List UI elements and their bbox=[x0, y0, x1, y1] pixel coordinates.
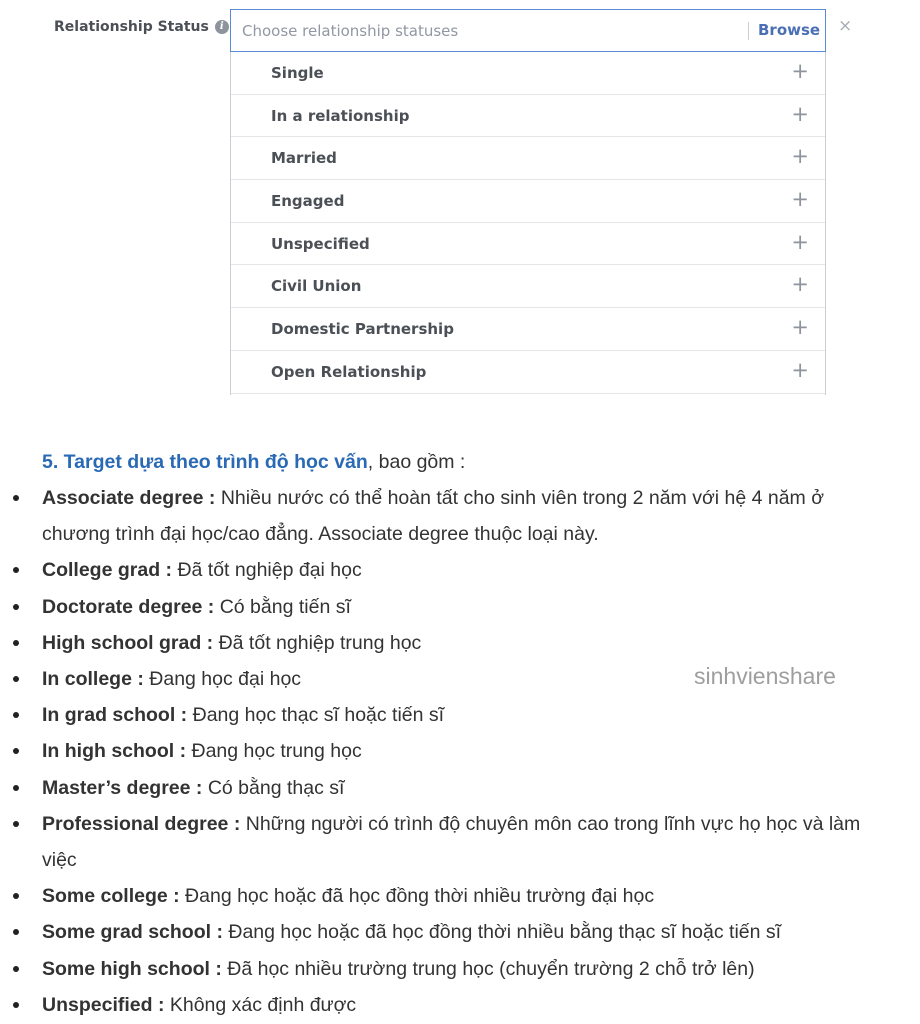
list-item-description: Những người có trình độ chuyên môn cao trong lĩnh vực họ học và làm việc bbox=[42, 812, 861, 872]
list-item-term: In high school : bbox=[42, 740, 187, 763]
list-item-term: Unspecified : bbox=[42, 993, 165, 1016]
list-item-term: Doctorate degree : bbox=[42, 595, 215, 618]
close-icon[interactable]: × bbox=[838, 16, 853, 36]
list-item bbox=[42, 625, 862, 661]
list-item-description: Đang học hoặc đã học đồng thời nhiều trường đại học bbox=[179, 885, 655, 908]
plus-icon[interactable]: + bbox=[791, 315, 809, 340]
relationship-status-placeholder[interactable]: Choose relationship statuses bbox=[242, 22, 459, 40]
list-item bbox=[42, 480, 862, 552]
section-heading-highlight: 5. Target dựa theo trình độ học vấn bbox=[42, 451, 368, 473]
list-item-description: Đang học đại học bbox=[143, 668, 302, 691]
education-level-list bbox=[42, 480, 862, 1023]
list-item bbox=[42, 914, 862, 950]
relationship-option-label: In a relationship bbox=[271, 106, 410, 125]
plus-icon[interactable]: + bbox=[791, 59, 809, 83]
browse-button[interactable]: Browse bbox=[758, 21, 821, 39]
plus-icon[interactable]: + bbox=[791, 144, 809, 169]
relationship-option[interactable] bbox=[231, 180, 825, 223]
list-item bbox=[42, 806, 862, 878]
list-item-term: College grad : bbox=[42, 559, 173, 582]
list-item bbox=[42, 770, 862, 806]
relationship-option-label: Unspecified bbox=[271, 234, 370, 253]
list-item-term: Some college : bbox=[42, 885, 180, 908]
list-item-description: Có bằng tiến sĩ bbox=[214, 595, 351, 618]
relationship-option[interactable] bbox=[231, 52, 825, 95]
relationship-option[interactable] bbox=[231, 137, 825, 180]
list-item-description: Đã tốt nghiệp đại học bbox=[172, 559, 362, 582]
list-item bbox=[42, 552, 862, 588]
relationship-option-label: Civil Union bbox=[271, 277, 362, 296]
list-item-description: Nhiều nước có thể hoàn tất cho sinh viên trong 2 năm với hệ 4 năm ở chương trình đại học/cao đẳng. Associate degree thuộc loại này. bbox=[42, 487, 824, 546]
list-item-description: Không xác định được bbox=[164, 993, 357, 1016]
plus-icon[interactable]: + bbox=[791, 101, 809, 126]
list-item bbox=[42, 878, 862, 914]
watermark: sinhvienshare bbox=[694, 663, 836, 689]
list-item bbox=[42, 589, 862, 625]
section-heading bbox=[42, 451, 465, 474]
list-item-description: Đã học nhiều trường trung học (chuyển trường 2 chỗ trở lên) bbox=[221, 957, 755, 980]
relationship-option[interactable] bbox=[231, 265, 825, 308]
plus-icon[interactable]: + bbox=[791, 229, 809, 254]
relationship-status-label bbox=[54, 19, 229, 35]
list-item-term: Some grad school : bbox=[42, 921, 223, 944]
relationship-option-label: Married bbox=[271, 149, 337, 168]
relationship-option-label: Single bbox=[271, 64, 324, 82]
list-item bbox=[42, 733, 862, 769]
info-icon[interactable]: i bbox=[215, 20, 229, 34]
relationship-option-label: Open Relationship bbox=[271, 362, 427, 381]
list-item bbox=[42, 987, 862, 1023]
list-item-description: Đang học hoặc đã học đồng thời nhiều bằng thạc sĩ hoặc tiến sĩ bbox=[222, 921, 782, 944]
section-heading-rest: , bao gồm : bbox=[367, 451, 466, 473]
list-item-description: Đã tốt nghiệp trung học bbox=[213, 631, 422, 654]
browse-divider bbox=[748, 22, 749, 40]
relationship-status-label-text: Relationship Status bbox=[54, 19, 209, 35]
relationship-status-input[interactable] bbox=[230, 9, 826, 52]
plus-icon[interactable]: + bbox=[791, 187, 809, 212]
list-item-description: Có bằng thạc sĩ bbox=[202, 776, 345, 799]
list-item-term: In grad school : bbox=[42, 704, 188, 727]
relationship-option-label: Domestic Partnership bbox=[271, 320, 454, 339]
list-item-term: Associate degree : bbox=[42, 487, 216, 509]
list-item-term: High school grad : bbox=[42, 631, 214, 654]
relationship-status-widget bbox=[0, 0, 920, 395]
list-item-description: Đang học trung học bbox=[186, 740, 362, 763]
list-item-description: Đang học thạc sĩ hoặc tiến sĩ bbox=[187, 704, 445, 727]
relationship-option[interactable] bbox=[231, 95, 825, 138]
relationship-option[interactable] bbox=[231, 308, 825, 351]
list-item bbox=[42, 697, 862, 733]
relationship-option[interactable] bbox=[231, 351, 825, 394]
list-item-term: Some high school : bbox=[42, 957, 222, 980]
plus-icon[interactable]: + bbox=[791, 357, 809, 382]
relationship-option-label: Engaged bbox=[271, 192, 345, 211]
relationship-option[interactable] bbox=[231, 223, 825, 266]
relationship-status-dropdown bbox=[230, 52, 826, 395]
list-item-term: Professional degree : bbox=[42, 812, 241, 835]
plus-icon[interactable]: + bbox=[791, 272, 809, 297]
list-item-term: Master’s degree : bbox=[42, 776, 203, 799]
list-item-term: In college : bbox=[42, 668, 144, 691]
list-item bbox=[42, 951, 862, 987]
